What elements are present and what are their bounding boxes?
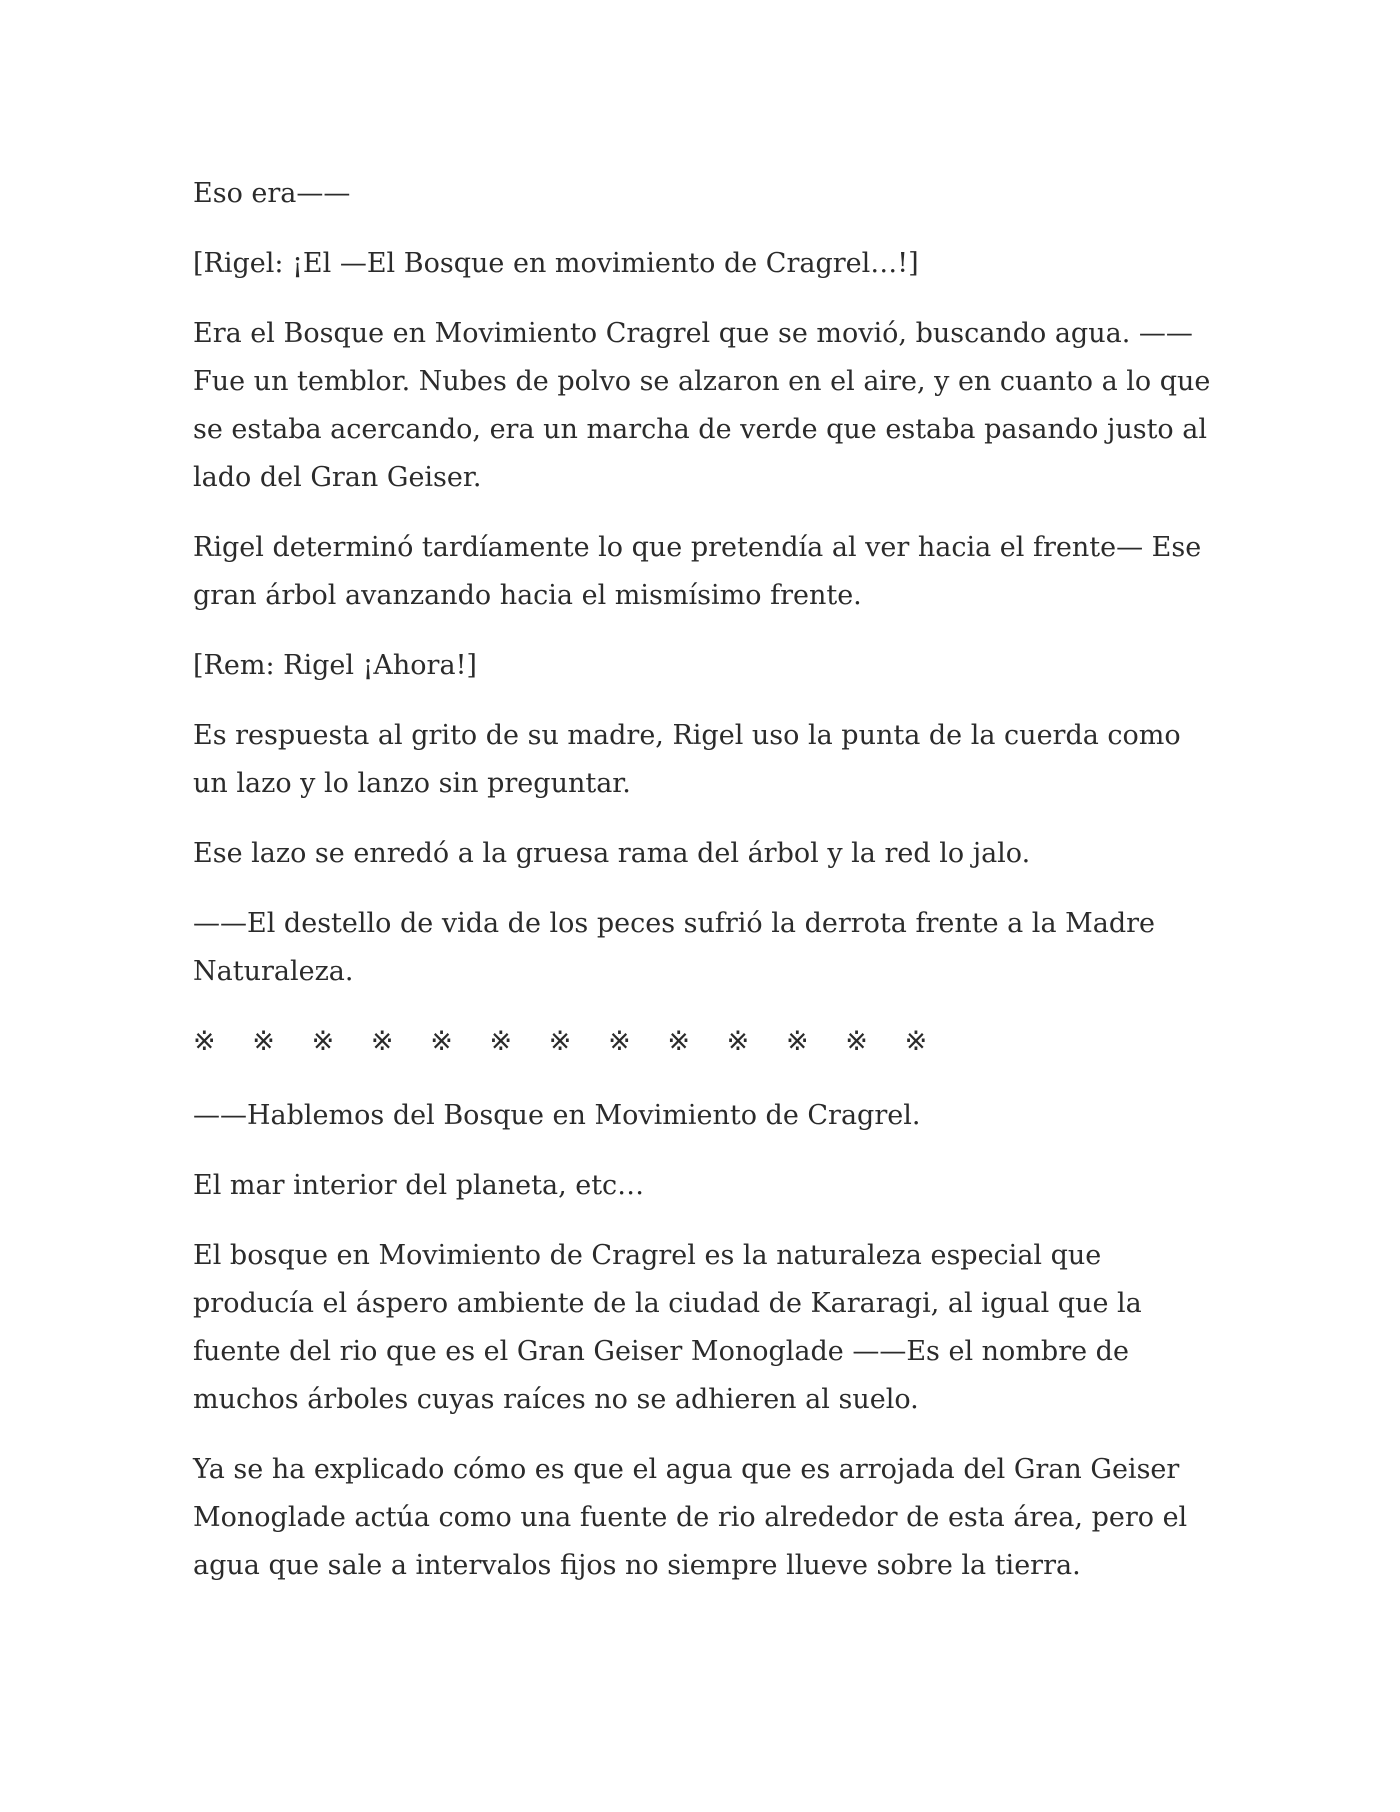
scene-break-separator [193, 1018, 1223, 1066]
paragraph: Ya se ha explicado cómo es que el agua que es arrojada del Gran Geiser Monoglade actúa como una fuente de rio alrededor de esta área, pero el agua que sale a intervalos fijos no siempre llueve sobre la tierra. [193, 1454, 1188, 1581]
paragraph: Ese lazo se enredó a la gruesa rama del árbol y la red lo jalo. [193, 838, 1031, 869]
paragraph: ——El destello de vida de los peces sufrió la derrota frente a la Madre Naturaleza. [193, 908, 1156, 987]
separator-mark: ※ [193, 1026, 216, 1057]
paragraph: Es respuesta al grito de su madre, Rigel uso la punta de la cuerda como un lazo y lo lanzo sin preguntar. [193, 720, 1181, 799]
document-body [193, 170, 1223, 1612]
dialogue-paragraph: [Rem: Rigel ¡Ahora!] [193, 650, 477, 681]
separator-mark: ※ [845, 1026, 868, 1057]
separator-mark: ※ [311, 1026, 335, 1057]
paragraph: Rigel determinó tardíamente lo que pretendía al ver hacia el frente— Ese gran árbol avanzando hacia el mismísimo frente. [193, 532, 1202, 611]
separator-mark: ※ [785, 1026, 809, 1057]
paragraph: Eso era—— [193, 178, 351, 209]
separator-mark: ※ [489, 1026, 513, 1057]
separator-mark: ※ [904, 1026, 928, 1057]
separator-mark: ※ [370, 1026, 394, 1057]
dialogue-paragraph: [Rigel: ¡El —El Bosque en movimiento de Cragrel…!] [193, 248, 919, 279]
paragraph: ——Hablemos del Bosque en Movimiento de Cragrel. [193, 1100, 921, 1131]
separator-mark: ※ [548, 1026, 572, 1057]
separator-mark: ※ [252, 1026, 275, 1057]
paragraph: El mar interior del planeta, etc… [193, 1170, 645, 1201]
separator-mark: ※ [667, 1026, 690, 1057]
separator-mark: ※ [608, 1026, 631, 1057]
paragraph: El bosque en Movimiento de Cragrel es la naturaleza especial que producía el áspero ambiente de la ciudad de Kararagi, al igual que la fuente del rio que es el Gran Geiser Monoglade ——Es el nombre de muchos árboles cuyas raíces no se adhieren al suelo. [193, 1240, 1142, 1415]
separator-mark: ※ [430, 1026, 453, 1057]
separator-mark: ※ [726, 1026, 750, 1057]
paragraph: Era el Bosque en Movimiento Cragrel que se movió, buscando agua. ——Fue un temblor. Nubes de polvo se alzaron en el aire, y en cuanto a lo que se estaba acercando, era un marcha de verde que estaba pasando justo al lado del Gran Geiser. [193, 318, 1211, 493]
